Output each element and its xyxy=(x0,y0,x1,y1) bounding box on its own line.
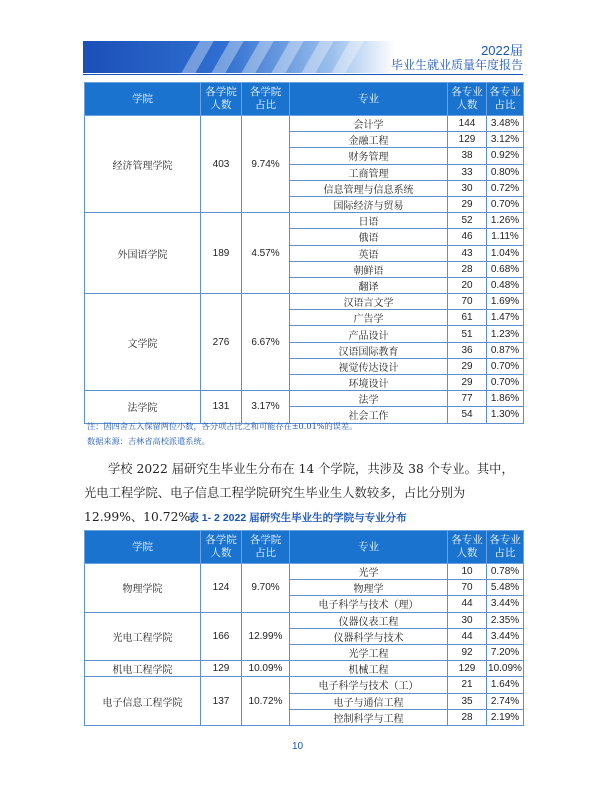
major-ratio-cell: 2.74% xyxy=(487,693,524,709)
major-count-cell: 29 xyxy=(448,358,487,374)
college-cell: 电子信息工程学院 xyxy=(85,677,201,726)
major-ratio-cell: 3.12% xyxy=(487,132,524,148)
major-cell: 汉语言文学 xyxy=(290,294,448,310)
major-cell: 工商管理 xyxy=(290,164,448,180)
major-cell: 广告学 xyxy=(290,310,448,326)
college-ratio-cell: 9.70% xyxy=(242,564,290,613)
major-cell: 控制科学与工程 xyxy=(290,709,448,725)
college-cell: 物理学院 xyxy=(85,564,201,613)
column-header: 专业 xyxy=(290,531,448,564)
report-title: 毕业生就业质量年度报告 xyxy=(390,58,523,72)
major-ratio-cell: 1.30% xyxy=(487,407,524,423)
major-cell: 会计学 xyxy=(290,116,448,132)
major-ratio-cell: 0.48% xyxy=(487,277,524,293)
major-count-cell: 77 xyxy=(448,391,487,407)
table-row xyxy=(85,213,524,229)
major-count-cell: 61 xyxy=(448,310,487,326)
major-ratio-cell: 3.44% xyxy=(487,628,524,644)
major-cell: 环境设计 xyxy=(290,375,448,391)
college-ratio-cell: 10.09% xyxy=(242,661,290,677)
college-count-cell: 131 xyxy=(201,391,242,423)
major-count-cell: 70 xyxy=(448,294,487,310)
major-cell: 物理学 xyxy=(290,580,448,596)
major-cell: 朝鲜语 xyxy=(290,261,448,277)
major-count-cell: 46 xyxy=(448,229,487,245)
major-count-cell: 51 xyxy=(448,326,487,342)
column-header: 学院 xyxy=(85,531,201,564)
major-count-cell: 20 xyxy=(448,277,487,293)
major-count-cell: 30 xyxy=(448,612,487,628)
college-cell: 光电工程学院 xyxy=(85,612,201,661)
major-ratio-cell: 3.44% xyxy=(487,596,524,612)
column-header: 专业 xyxy=(290,83,448,116)
graduate-distribution-table xyxy=(84,530,524,726)
table-row xyxy=(85,612,524,628)
major-count-cell: 29 xyxy=(448,375,487,391)
major-count-cell: 33 xyxy=(448,164,487,180)
major-count-cell: 92 xyxy=(448,644,487,660)
major-ratio-cell: 3.48% xyxy=(487,116,524,132)
major-ratio-cell: 0.72% xyxy=(487,180,524,196)
major-ratio-cell: 1.26% xyxy=(487,213,524,229)
column-header: 各专业 人数 xyxy=(448,83,487,116)
college-count-cell: 124 xyxy=(201,564,242,613)
college-ratio-cell: 4.57% xyxy=(242,213,290,294)
major-ratio-cell: 0.68% xyxy=(487,261,524,277)
column-header: 各学院 人数 xyxy=(201,531,242,564)
major-ratio-cell: 0.70% xyxy=(487,375,524,391)
major-count-cell: 52 xyxy=(448,213,487,229)
major-ratio-cell: 1.11% xyxy=(487,229,524,245)
major-cell: 财务管理 xyxy=(290,148,448,164)
major-cell: 仪器科学与技术 xyxy=(290,628,448,644)
major-cell: 日语 xyxy=(290,213,448,229)
major-ratio-cell: 0.70% xyxy=(487,196,524,212)
college-ratio-cell: 12.99% xyxy=(242,612,290,661)
column-header: 各专业 占比 xyxy=(487,83,524,116)
major-ratio-cell: 1.86% xyxy=(487,391,524,407)
college-cell: 经济管理学院 xyxy=(85,116,201,213)
major-count-cell: 129 xyxy=(448,132,487,148)
major-ratio-cell: 1.47% xyxy=(487,310,524,326)
rounding-note: 注：因四舍五入保留两位小数，各分项占比之和可能存在±0.01%的误差。 xyxy=(87,421,358,431)
major-ratio-cell: 10.09% xyxy=(487,661,524,677)
major-ratio-cell: 1.64% xyxy=(487,677,524,693)
column-header: 各学院 占比 xyxy=(242,83,290,116)
major-count-cell: 129 xyxy=(448,661,487,677)
college-ratio-cell: 3.17% xyxy=(242,391,290,423)
major-count-cell: 54 xyxy=(448,407,487,423)
major-cell: 电子科学与技术（工） xyxy=(290,677,448,693)
college-ratio-cell: 9.74% xyxy=(242,116,290,213)
major-cell: 仪器仪表工程 xyxy=(290,612,448,628)
major-cell: 国际经济与贸易 xyxy=(290,196,448,212)
college-count-cell: 276 xyxy=(201,294,242,391)
major-ratio-cell: 0.70% xyxy=(487,358,524,374)
college-cell: 外国语学院 xyxy=(85,213,201,294)
major-ratio-cell: 1.69% xyxy=(487,294,524,310)
major-ratio-cell: 0.92% xyxy=(487,148,524,164)
column-header: 学院 xyxy=(85,83,201,116)
college-count-cell: 403 xyxy=(201,116,242,213)
major-count-cell: 70 xyxy=(448,580,487,596)
data-source-note: 数据来源：吉林省高校派遣系统。 xyxy=(87,436,210,446)
major-cell: 翻译 xyxy=(290,277,448,293)
page-number: 10 xyxy=(291,741,304,752)
summary-paragraph: 学校 2022 届研究生毕业生分布在 14 个学院，共涉及 38 个专业。其中，光电工程学院、电子信息工程学院研究生毕业生人数较多，占比分别为 12.99%、10.72%。 xyxy=(84,462,514,524)
college-ratio-cell: 10.72% xyxy=(242,677,290,726)
major-ratio-cell: 7.20% xyxy=(487,644,524,660)
major-count-cell: 36 xyxy=(448,342,487,358)
major-count-cell: 144 xyxy=(448,116,487,132)
major-count-cell: 35 xyxy=(448,693,487,709)
table-row xyxy=(85,294,524,310)
undergrad-distribution-table xyxy=(84,82,524,424)
major-cell: 视觉传达设计 xyxy=(290,358,448,374)
major-count-cell: 28 xyxy=(448,261,487,277)
table-row xyxy=(85,116,524,132)
major-count-cell: 44 xyxy=(448,596,487,612)
header-rule xyxy=(83,74,523,75)
college-count-cell: 129 xyxy=(201,661,242,677)
header-row xyxy=(85,531,524,564)
major-count-cell: 30 xyxy=(448,180,487,196)
major-cell: 产品设计 xyxy=(290,326,448,342)
major-cell: 金融工程 xyxy=(290,132,448,148)
table-row xyxy=(85,661,524,677)
college-cell: 文学院 xyxy=(85,294,201,391)
major-ratio-cell: 0.80% xyxy=(487,164,524,180)
major-cell: 电子与通信工程 xyxy=(290,693,448,709)
column-header: 各学院 人数 xyxy=(201,83,242,116)
major-cell: 光学 xyxy=(290,564,448,580)
major-cell: 汉语国际教育 xyxy=(290,342,448,358)
major-count-cell: 44 xyxy=(448,628,487,644)
major-cell: 社会工作 xyxy=(290,407,448,423)
college-count-cell: 166 xyxy=(201,612,242,661)
major-count-cell: 38 xyxy=(448,148,487,164)
table-caption: 表 1- 2 2022 届研究生毕业生的学院与专业分布 xyxy=(188,512,407,524)
major-cell: 法学 xyxy=(290,391,448,407)
column-header: 各学院 占比 xyxy=(242,531,290,564)
college-cell: 法学院 xyxy=(85,391,201,423)
major-count-cell: 10 xyxy=(448,564,487,580)
table-row xyxy=(85,564,524,580)
major-cell: 光学工程 xyxy=(290,644,448,660)
major-ratio-cell: 1.04% xyxy=(487,245,524,261)
table-row xyxy=(85,391,524,407)
major-ratio-cell: 2.19% xyxy=(487,709,524,725)
major-cell: 机械工程 xyxy=(290,661,448,677)
major-cell: 俄语 xyxy=(290,229,448,245)
report-year: 2022届 xyxy=(481,43,523,58)
major-cell: 电子科学与技术（理） xyxy=(290,596,448,612)
column-header: 各专业 占比 xyxy=(487,531,524,564)
college-count-cell: 137 xyxy=(201,677,242,726)
major-cell: 英语 xyxy=(290,245,448,261)
college-cell: 机电工程学院 xyxy=(85,661,201,677)
major-count-cell: 21 xyxy=(448,677,487,693)
major-ratio-cell: 1.23% xyxy=(487,326,524,342)
header-row xyxy=(85,83,524,116)
college-ratio-cell: 6.67% xyxy=(242,294,290,391)
header-banner-stripes xyxy=(180,41,395,73)
major-ratio-cell: 2.35% xyxy=(487,612,524,628)
major-count-cell: 29 xyxy=(448,196,487,212)
major-ratio-cell: 0.78% xyxy=(487,564,524,580)
table-row xyxy=(85,677,524,693)
college-count-cell: 189 xyxy=(201,213,242,294)
major-count-cell: 43 xyxy=(448,245,487,261)
column-header: 各专业 人数 xyxy=(448,531,487,564)
major-ratio-cell: 0.87% xyxy=(487,342,524,358)
major-cell: 信息管理与信息系统 xyxy=(290,180,448,196)
major-count-cell: 28 xyxy=(448,709,487,725)
major-ratio-cell: 5.48% xyxy=(487,580,524,596)
